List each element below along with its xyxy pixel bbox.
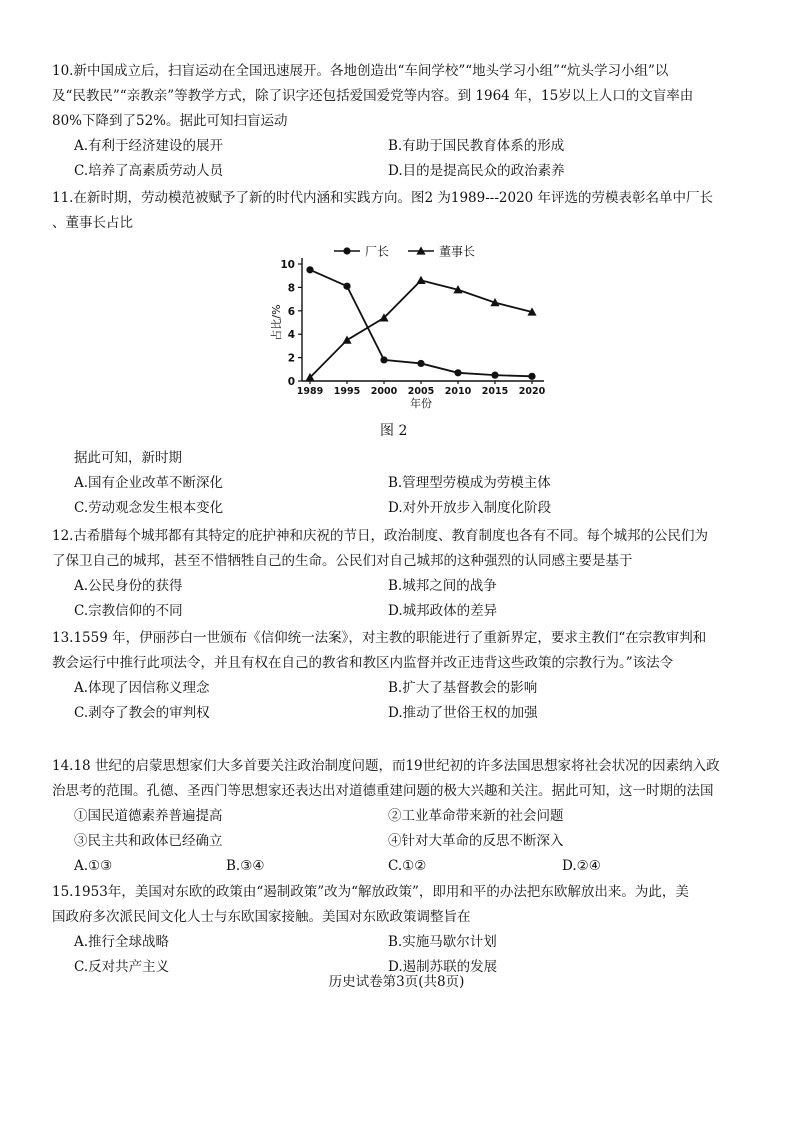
x-tick-label: 2005	[407, 386, 435, 397]
q14-option-b: B.③④	[226, 858, 265, 874]
q12-option-d: D.城邦政体的差异	[388, 603, 498, 619]
q13-stem-line-1: 13.1559 年，伊丽莎白一世颁布《信仰统一法案》，对主教的职能进行了重新界定，要求主教们“在宗教审判和	[52, 630, 707, 646]
q14-option-a: A.①③	[74, 858, 113, 874]
data-point-circle	[343, 247, 350, 254]
data-point-circle	[417, 360, 424, 367]
legend-label: 董事长	[439, 244, 476, 259]
x-axis-label: 年份	[410, 397, 432, 410]
data-point-circle	[343, 283, 350, 290]
x-tick-label: 2000	[370, 386, 398, 397]
chart-legend	[334, 244, 475, 259]
q14-statement-4: ④针对大革命的反思不断深入	[388, 833, 564, 849]
x-tick-label: 2010	[444, 386, 472, 397]
q10-option-b: B.有助于国民教育体系的形成	[388, 138, 565, 154]
q10-stem-line-1: 10.新中国成立后，扫盲运动在全国迅速展开。各地创造出“车间学校”“地头学习小组”“炕头学习小组”以	[52, 63, 669, 79]
q12-stem-line-2: 了保卫自己的城邦，甚至不惜牺牲自己的生命。公民们对自己城邦的这种强烈的认同感主要是基于	[52, 553, 633, 569]
legend-label: 厂长	[365, 244, 390, 259]
data-point-triangle	[342, 335, 351, 343]
y-tick-label: 6	[287, 305, 295, 318]
x-tick-label: 2015	[481, 386, 509, 397]
q12-option-a: A.公民身份的获得	[74, 578, 183, 594]
q11-stem-after: 据此可知，新时期	[74, 450, 182, 466]
q14-statement-1: ①国民道德素养普遍提高	[74, 808, 223, 824]
q15-option-c: C.反对共产主义	[74, 959, 170, 975]
q12-option-b: B.城邦之间的战争	[388, 578, 497, 594]
data-point-circle	[491, 372, 498, 379]
q11-option-a: A.国有企业改革不断深化	[74, 475, 224, 491]
q11-stem-line-2: 、董事长占比	[52, 215, 133, 231]
chart-axes	[269, 258, 546, 410]
q15-stem-line-1: 15.1953年，美国对东欧的政策由“遏制政策”改为“解放政策”，即用和平的办法把东欧解放出来。为此，美	[52, 884, 689, 900]
data-point-circle	[380, 356, 387, 363]
y-tick-label: 0	[287, 376, 295, 388]
q13-option-a: A.体现了因信称义理念	[74, 680, 210, 696]
data-point-circle	[528, 373, 535, 380]
figure-caption: 图 2	[380, 423, 408, 439]
q13-option-d: D.推动了世俗王权的加强	[388, 705, 538, 721]
q10-stem-line-3: 80%下降到了52%。据此可知扫盲运动	[52, 113, 288, 129]
q14-stem-line-2: 治思考的范围。孔德、圣西门等思想家还表达出对道德重建问题的极大兴趣和关注。据此可知，这一时期的法国	[52, 783, 714, 799]
q13-option-b: B.扩大了基督教会的影响	[388, 680, 538, 696]
q15-option-a: A.推行全球战略	[74, 934, 170, 950]
page-footer: 历史试卷第3页(共8页)	[328, 974, 465, 990]
y-tick-label: 2	[287, 352, 295, 365]
y-tick-label: 10	[280, 259, 295, 271]
x-tick-label: 1989	[296, 386, 324, 397]
figure-2-line-chart	[262, 240, 562, 420]
q12-option-c: C.宗教信仰的不同	[74, 603, 183, 619]
y-tick-label: 8	[287, 282, 295, 295]
q14-option-d: D.②④	[562, 858, 601, 874]
chart-series	[305, 266, 536, 381]
y-axis-label: 占比/%	[270, 304, 283, 341]
q10-stem-line-2: 及“民教民”“亲教亲”等教学方式，除了识字还包括爱国爱党等内容。到 1964 年，15岁以上人口的文盲率由	[52, 88, 694, 104]
y-tick-label: 4	[287, 329, 295, 342]
q15-stem-line-2: 国政府多次派民间文化人士与东欧国家接触。美国对东欧政策调整旨在	[52, 909, 471, 925]
data-point-triangle	[416, 276, 425, 284]
q15-option-d: D.遏制苏联的发展	[388, 959, 498, 975]
q10-option-c: C.培养了高素质劳动人员	[74, 163, 224, 179]
q10-option-a: A.有利于经济建设的展开	[74, 138, 224, 154]
q12-stem-line-1: 12.古希腊每个城邦都有其特定的庇护神和庆祝的节日，政治制度、教育制度也各有不同。每个城邦的公民们为	[52, 528, 708, 544]
q13-stem-line-2: 教会运行中推行此项法令，并且有权在自己的教省和教区内监督并改正违背这些政策的宗教行为。”该法令	[52, 655, 674, 671]
x-tick-label: 2020	[518, 386, 546, 397]
data-point-circle	[306, 266, 313, 273]
q10-option-d: D.目的是提高民众的政治素养	[388, 163, 565, 179]
q11-option-c: C.劳动观念发生根本变化	[74, 500, 224, 516]
q14-stem-line-1: 14.18 世纪的启蒙思想家们大多首要关注政治制度问题，而19世纪初的许多法国思想家将社会状况的因素纳入政	[52, 758, 720, 774]
q14-statement-2: ②工业革命带来新的社会问题	[388, 808, 564, 824]
x-tick-label: 1995	[333, 386, 361, 397]
q15-option-b: B.实施马歇尔计划	[388, 934, 497, 950]
q14-statement-3: ③民主共和政体已经确立	[74, 833, 223, 849]
q11-option-d: D.对外开放步入制度化阶段	[388, 500, 552, 516]
q14-option-c: C.①②	[388, 858, 427, 874]
q11-option-b: B.管理型劳模成为劳模主体	[388, 475, 551, 491]
data-point-circle	[454, 369, 461, 376]
q11-stem-line-1: 11.在新时期，劳动模范被赋予了新的时代内涵和实践方向。图2 为1989---2020 年评选的劳模表彰名单中厂长	[52, 190, 714, 206]
q13-option-c: C.剥夺了教会的审判权	[74, 705, 210, 721]
